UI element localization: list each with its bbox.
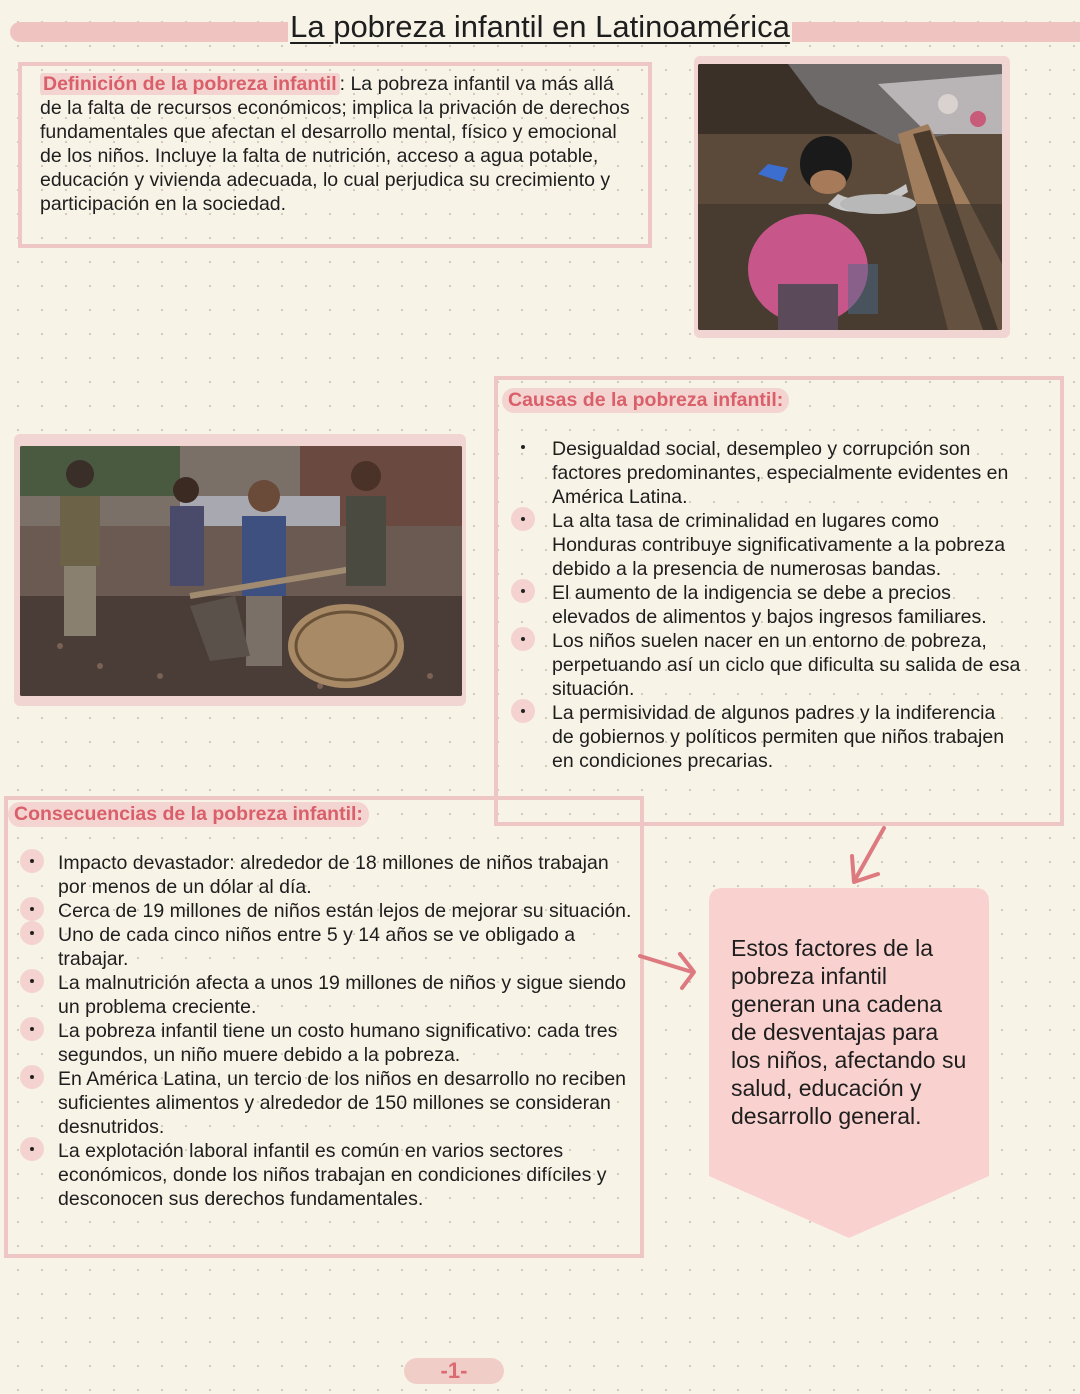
bullet-icon bbox=[20, 1017, 44, 1041]
bullet-icon bbox=[20, 849, 44, 873]
cause-text: La permisividad de algunos padres y la indiferencia de gobiernos y políticos permiten que niños trabajen en condiciones precarias. bbox=[552, 702, 1005, 772]
bullet-icon bbox=[511, 507, 535, 531]
bullet-icon bbox=[20, 897, 44, 921]
list-item bbox=[552, 629, 1022, 701]
definition-heading: Definición de la pobreza infantil bbox=[40, 73, 340, 95]
cause-text: La alta tasa de criminalidad en lugares como Honduras contribuye significativamente a la pobreza debido a la presencia de numerosas bandas. bbox=[552, 510, 1006, 580]
list-item bbox=[58, 1067, 633, 1139]
arrow-down-left-icon bbox=[840, 826, 890, 890]
causes-list bbox=[552, 437, 1022, 773]
definition-paragraph bbox=[40, 72, 640, 216]
definition-text: : La pobreza infantil va más allá de la falta de recursos económicos; implica la privación de derechos fundamentales que afectan el desarrollo mental, físico y emocional de los niños. Incluye la falta de nutrición, acceso a agua potable, educación y vivienda adecuada, lo cual perjudica su crecimiento y participación en la sociedad. bbox=[40, 73, 630, 215]
causes-heading: Causas de la pobreza infantil: bbox=[502, 388, 789, 413]
list-item bbox=[552, 581, 1022, 629]
photo-child-drinking-illustration bbox=[698, 64, 1002, 330]
consequence-text: Cerca de 19 millones de niños están lejos de mejorar su situación. bbox=[58, 900, 632, 922]
bullet-icon bbox=[511, 435, 535, 459]
list-item bbox=[552, 701, 1022, 773]
list-item bbox=[58, 923, 633, 971]
bullet-icon bbox=[511, 627, 535, 651]
photo-frame-child-drinking bbox=[694, 56, 1010, 338]
page-number: -1- bbox=[404, 1358, 504, 1384]
consequence-text: En América Latina, un tercio de los niños en desarrollo no reciben suficientes alimentos y alrededor de 150 millones se consideran desnutridos. bbox=[58, 1068, 627, 1138]
list-item bbox=[58, 1139, 633, 1211]
bullet-icon bbox=[20, 969, 44, 993]
consequence-text: La pobreza infantil tiene un costo humano significativo: cada tres segundos, un niño muere debido a la pobreza. bbox=[58, 1020, 618, 1066]
bullet-icon bbox=[20, 1065, 44, 1089]
list-item bbox=[58, 971, 633, 1019]
photo-children-working-illustration bbox=[20, 446, 462, 696]
bullet-icon bbox=[20, 921, 44, 945]
cause-text: El aumento de la indigencia se debe a precios elevados de alimentos y bajos ingresos familiares. bbox=[552, 582, 987, 628]
cause-text: Los niños suelen nacer en un entorno de pobreza, perpetuando así un ciclo que dificulta su salida de esa situación. bbox=[552, 630, 1021, 700]
photo-frame-children-working bbox=[14, 434, 466, 706]
consequence-text: La malnutrición afecta a unos 19 millones de niños y sigue siendo un problema creciente. bbox=[58, 972, 627, 1018]
consequences-list bbox=[58, 851, 633, 1211]
list-item bbox=[552, 509, 1022, 581]
consequence-text: La explotación laboral infantil es común en varios sectores económicos, donde los niños trabajan en condiciones difíciles y desconocen sus derechos fundamentales. bbox=[58, 1140, 607, 1210]
bullet-icon bbox=[511, 699, 535, 723]
photo-child-drinking bbox=[698, 64, 1002, 330]
list-item bbox=[552, 437, 1022, 509]
cause-text: Desigualdad social, desempleo y corrupción son factores predominantes, especialmente evidentes en América Latina. bbox=[552, 438, 1009, 508]
bullet-icon bbox=[511, 579, 535, 603]
consequences-heading: Consecuencias de la pobreza infantil: bbox=[8, 802, 369, 827]
page-title: La pobreza infantil en Latinoamérica bbox=[290, 9, 790, 44]
summary-text: Estos factores de la pobreza infantil generan una cadena de desventajas para los niños, afectando su salud, educación y desarrollo general. bbox=[731, 935, 967, 1129]
arrow-right-icon bbox=[636, 946, 702, 992]
list-item bbox=[58, 851, 633, 899]
consequence-text: Uno de cada cinco niños entre 5 y 14 años se ve obligado a trabajar. bbox=[58, 924, 576, 970]
consequence-text: Impacto devastador: alrededor de 18 millones de niños trabajan por menos de un dólar al día. bbox=[58, 852, 609, 898]
list-item bbox=[58, 899, 633, 923]
list-item bbox=[58, 1019, 633, 1067]
bullet-icon bbox=[20, 1137, 44, 1161]
photo-children-working bbox=[20, 446, 462, 696]
